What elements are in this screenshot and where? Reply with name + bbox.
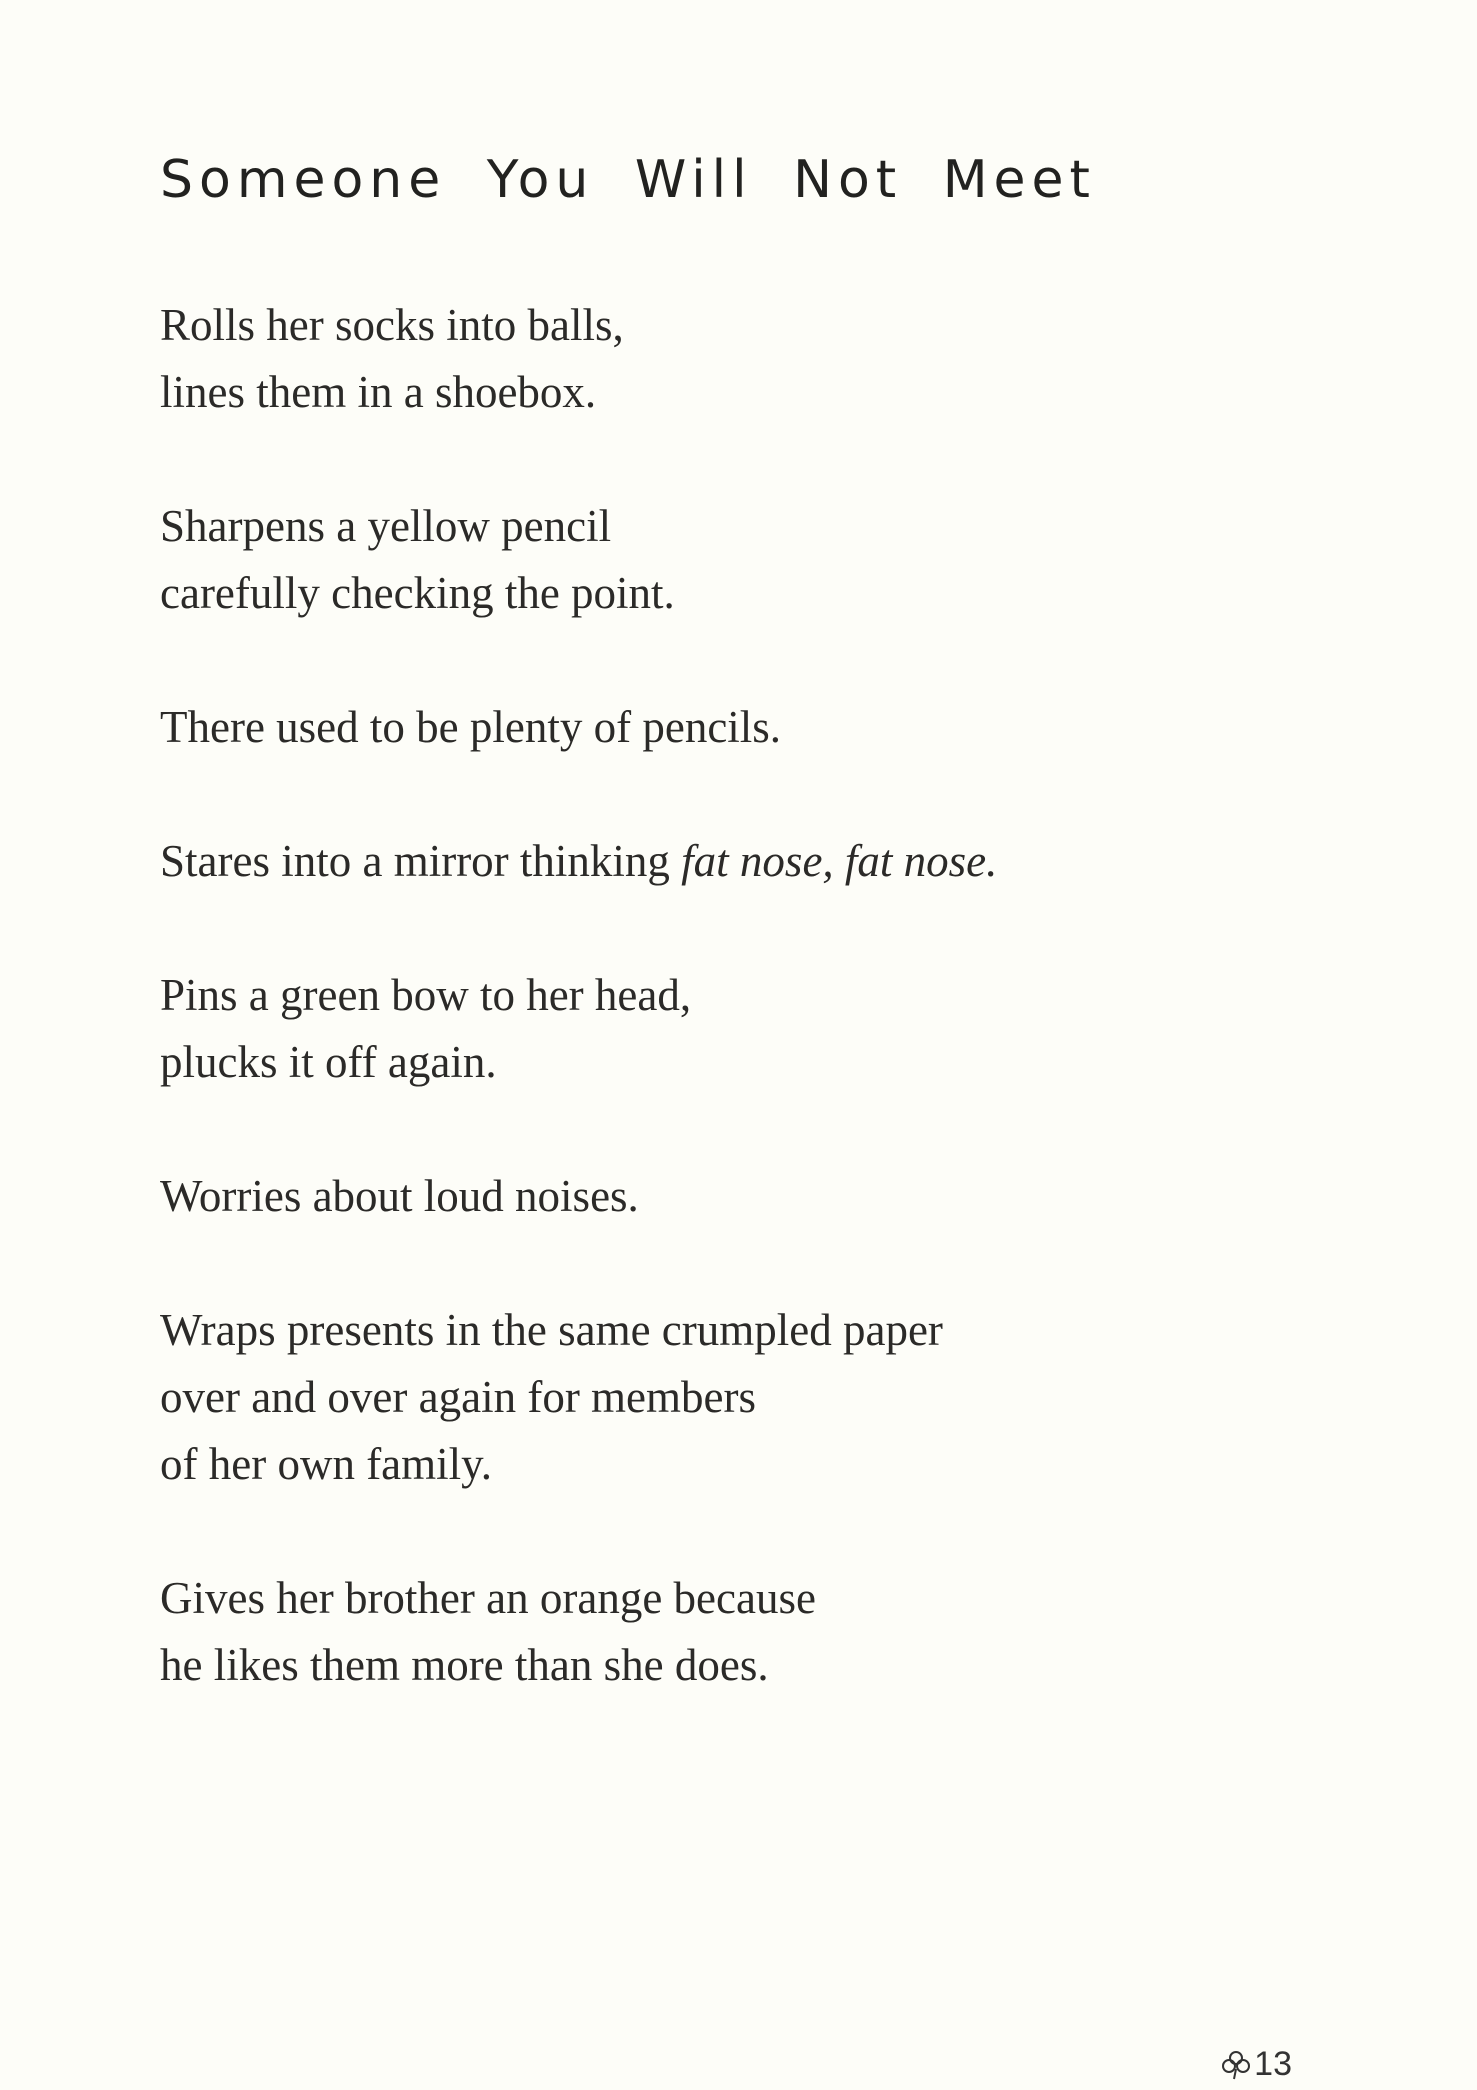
poem-line: carefully checking the point. bbox=[160, 568, 675, 618]
poem-line: Pins a green bow to her head, bbox=[160, 970, 692, 1020]
poem-body bbox=[160, 292, 1160, 1766]
page-footer bbox=[1220, 2045, 1292, 2084]
stanza-2 bbox=[160, 493, 1160, 627]
poem-line: Rolls her socks into balls, bbox=[160, 300, 624, 350]
poem-line: Wraps presents in the same crumpled paper bbox=[160, 1305, 943, 1355]
poem-line-prefix: Stares into a mirror thinking bbox=[160, 836, 682, 886]
poem-line: Gives her brother an orange because bbox=[160, 1573, 816, 1623]
poem-line bbox=[160, 828, 1160, 895]
stanza-4 bbox=[160, 828, 1160, 895]
stanza-6 bbox=[160, 1163, 1160, 1230]
stanza-5 bbox=[160, 962, 1160, 1096]
stanza-3 bbox=[160, 694, 1160, 761]
stanza-1 bbox=[160, 292, 1160, 426]
poem-title: Someone You Will Not Meet bbox=[160, 150, 1096, 210]
page-number: 13 bbox=[1254, 2045, 1292, 2083]
poem-line: plucks it off again. bbox=[160, 1037, 497, 1087]
poem-line: lines them in a shoebox. bbox=[160, 367, 597, 417]
flower-icon bbox=[1220, 2049, 1252, 2081]
poem-line: over and over again for members bbox=[160, 1372, 757, 1422]
stanza-7 bbox=[160, 1297, 1160, 1498]
poem-line: Worries about loud noises. bbox=[160, 1171, 639, 1221]
poem-line: There used to be plenty of pencils. bbox=[160, 702, 782, 752]
poem-line-italic: fat nose, fat nose. bbox=[681, 836, 998, 886]
poem-line: Sharpens a yellow pencil bbox=[160, 501, 612, 551]
poem-line: he likes them more than she does. bbox=[160, 1640, 769, 1690]
stanza-8 bbox=[160, 1565, 1160, 1699]
poem-line: of her own family. bbox=[160, 1439, 492, 1489]
